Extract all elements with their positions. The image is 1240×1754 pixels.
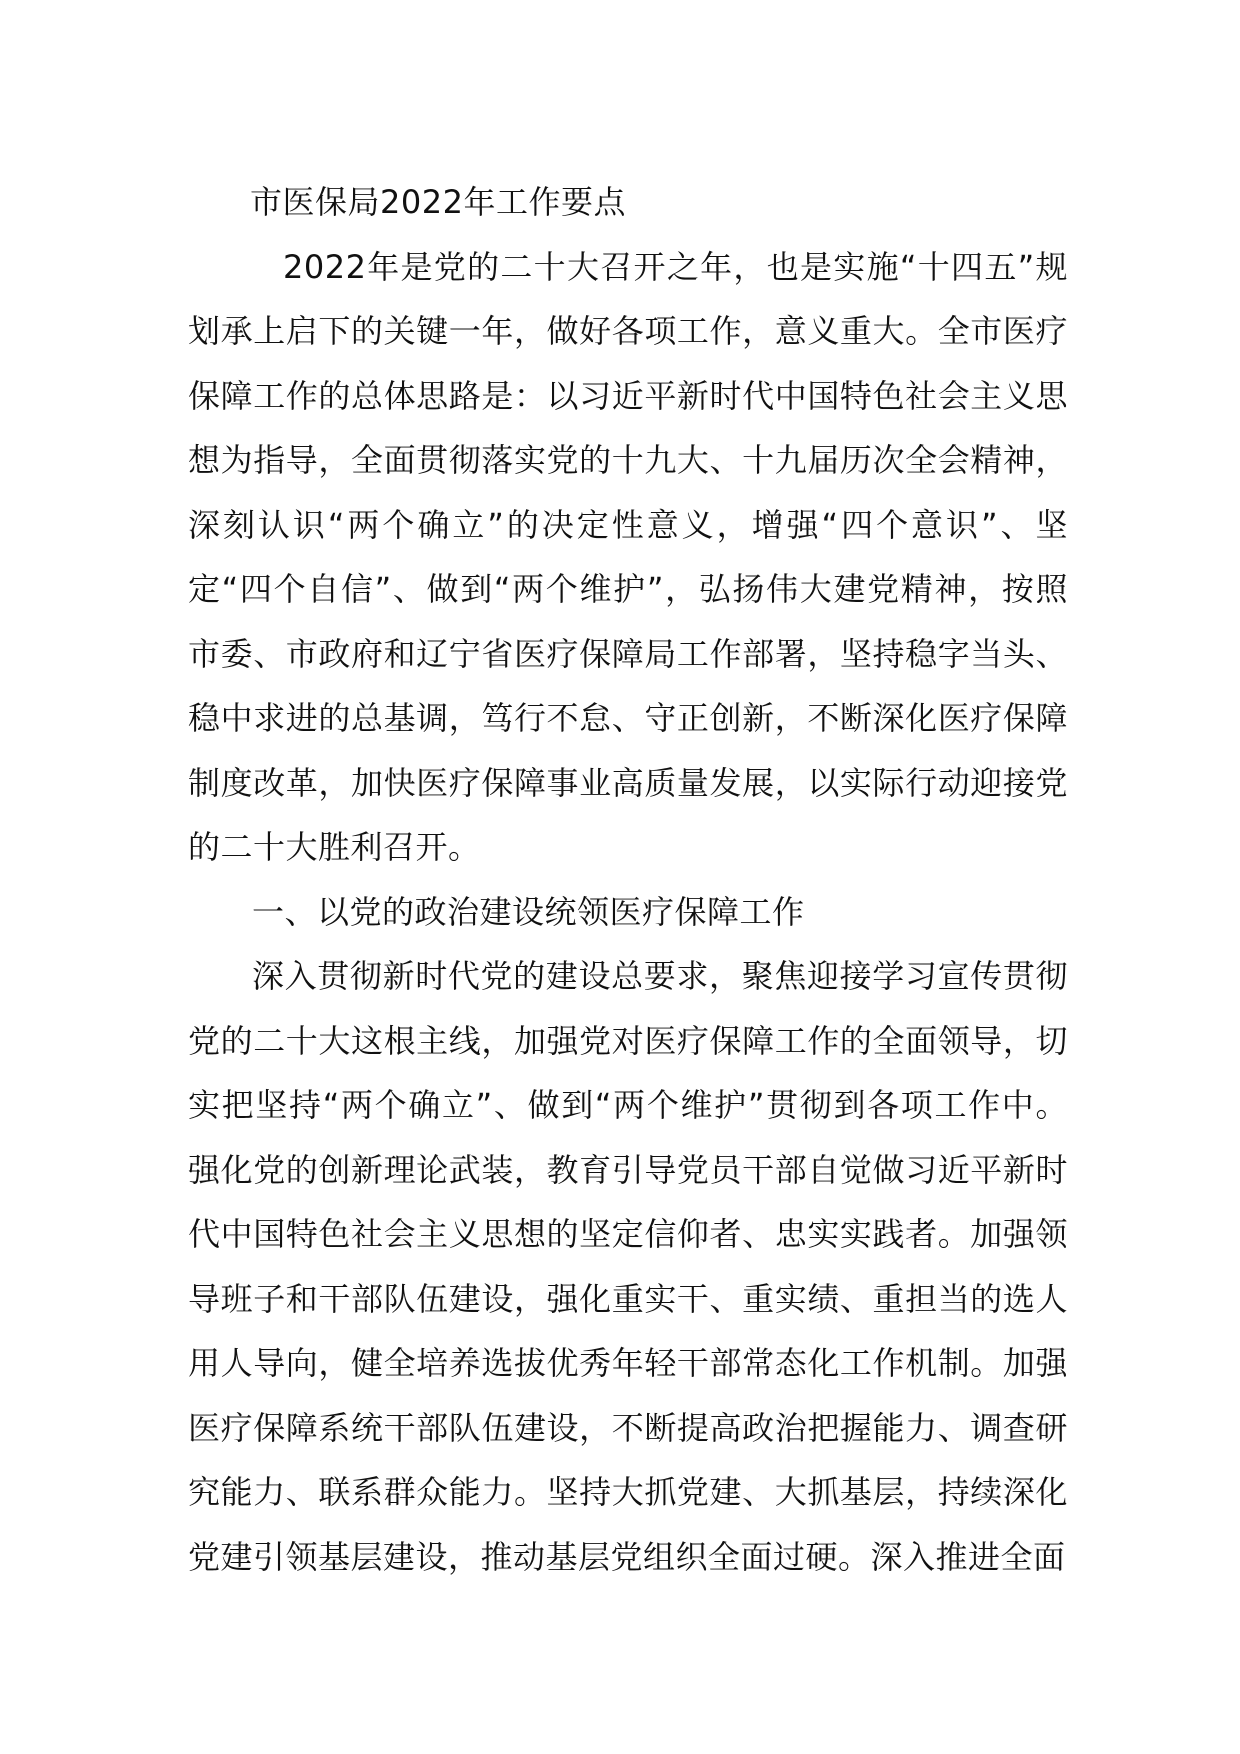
- document-title: 市医保局2022年工作要点: [250, 183, 626, 221]
- intro-paragraph: 2022年是党的二十大召开之年，也是实施“十四五”规划承上启下的关键一年，做好各项工作，意义重大。全市医疗保障工作的总体思路是：以习近平新时代中国特色社会主义思想为指导，全面贯彻落实党的十九大、十九届历次全会精神，深刻认识“两个确立”的决定性意义，增强“四个意识”、坚定“四个自信”、做到“两个维护”，弘扬伟大建党精神，按照市委、市政府和辽宁省医疗保障局工作部署，坚持稳字当头、稳中求进的总基调，笃行不怠、守正创新，不断深化医疗保障制度改革，加快医疗保障事业高质量发展，以实际行动迎接党的二十大胜利召开。: [188, 247, 1068, 866]
- document-body: [188, 170, 1068, 1589]
- section-paragraph: 深入贯彻新时代党的建设总要求，聚焦迎接学习宣传贯彻党的二十大这根主线，加强党对医疗保障工作的全面领导，切实把坚持“两个确立”、做到“两个维护”贯彻到各项工作中。强化党的创新理论武装，教育引导党员干部自觉做习近平新时代中国特色社会主义思想的坚定信仰者、忠实实践者。加强领导班子和干部队伍建设，强化重实干、重实绩、重担当的选人用人导向，健全培养选拔优秀年轻干部常态化工作机制。加强医疗保障系统干部队伍建设，不断提高政治把握能力、调查研究能力、联系群众能力。坚持大抓党建、大抓基层，持续深化党建引领基层建设，推动基层党组织全面过硬。深入推进全面: [188, 957, 1068, 1576]
- section-heading: 一、以党的政治建设统领医疗保障工作: [252, 892, 805, 931]
